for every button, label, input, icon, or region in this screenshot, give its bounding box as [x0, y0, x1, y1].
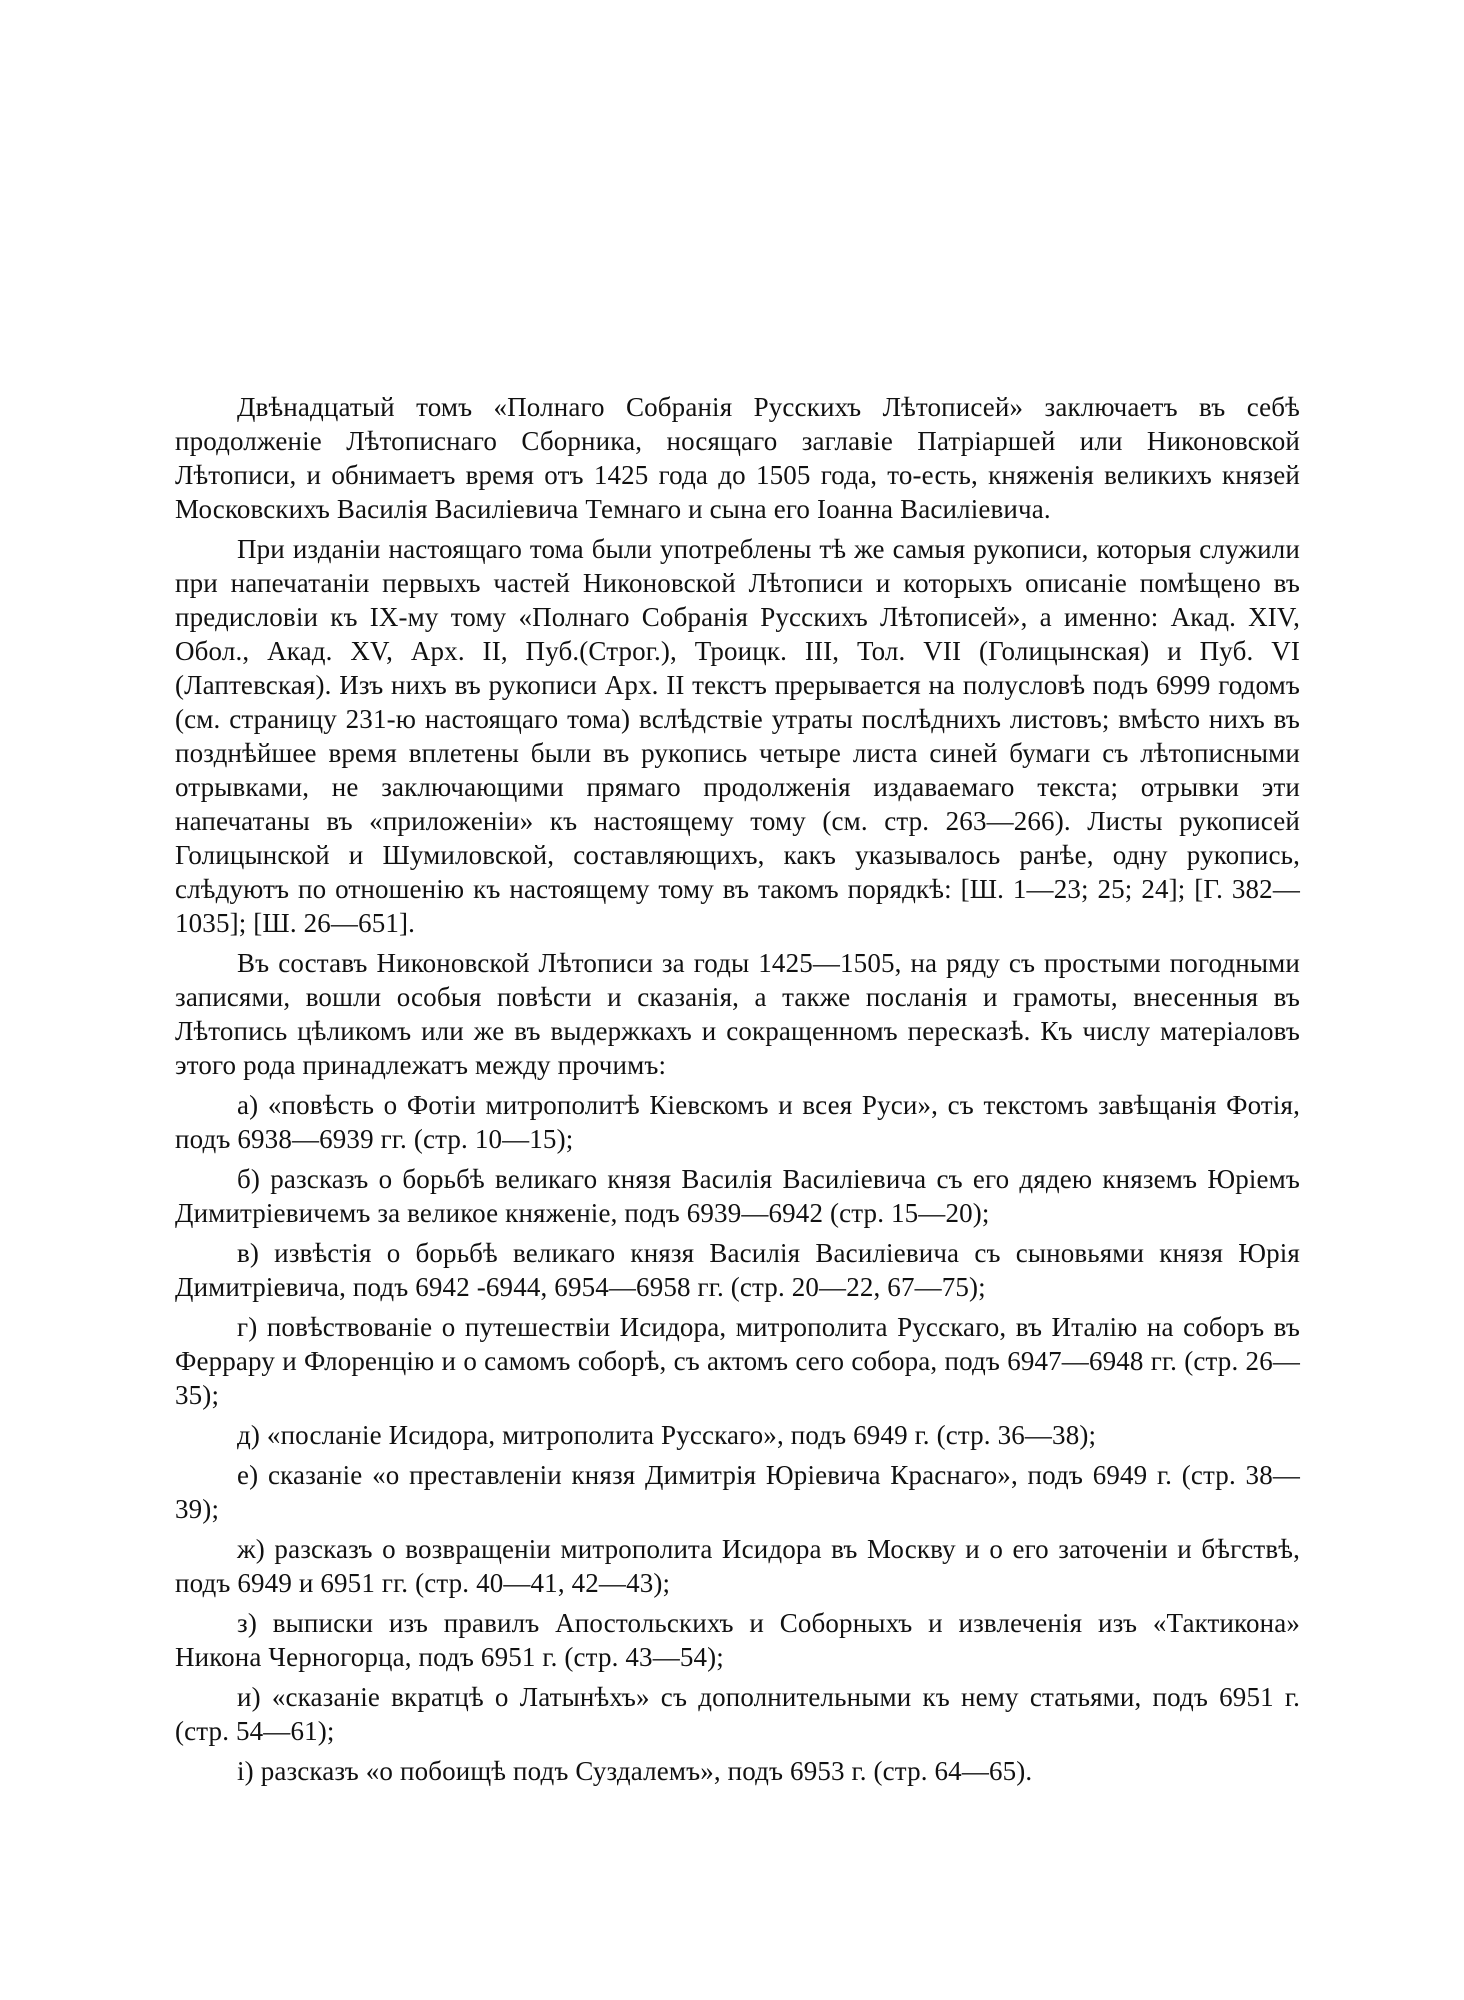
body-text: [175, 390, 1300, 1794]
contents-paragraph: Въ составъ Никоновской Лѣтописи за годы 1425—1505, на ряду съ простыми погодными записями, вошли особыя повѣсти и сказанія, а также посланія и грамоты, внесенныя въ Лѣтопись цѣликомъ или же въ выдержкахъ и сокращенномъ пересказѣ. Къ числу матеріаловъ этого рода принадлежатъ между прочимъ:: [175, 948, 1300, 1080]
list-item: и) «сказаніе вкратцѣ о Латынѣхъ» съ дополнительными къ нему статьями, подъ 6951 г. (стр. 54—61);: [175, 1682, 1300, 1746]
list-item: з) выписки изъ правилъ Апостольскихъ и Соборныхъ и извлеченія изъ «Тактикона» Никона Черногорца, подъ 6951 г. (стр. 43—54);: [175, 1608, 1300, 1672]
list-item: г) повѣствованіе о путешествіи Исидора, митрополита Русскаго, въ Италію на соборъ въ Феррару и Флоренцію и о самомъ соборѣ, съ актомъ сего собора, подъ 6947—6948 гг. (стр. 26—35);: [175, 1312, 1300, 1410]
list-item: в) извѣстія о борьбѣ великаго князя Василія Василіевича съ сыновьями князя Юрія Димитріевича, подъ 6942 -6944, 6954—6958 гг. (стр. 20—22, 67—75);: [175, 1238, 1300, 1302]
list-item: і) разсказъ «о побоищѣ подъ Суздалемъ», подъ 6953 г. (стр. 64—65).: [237, 1756, 1033, 1786]
list-item: а) «повѣсть о Фотіи митрополитѣ Кіевскомъ и всея Руси», съ текстомъ завѣщанія Фотія, подъ 6938—6939 гг. (стр. 10—15);: [175, 1090, 1300, 1154]
list-item: е) сказаніе «о преставленіи князя Димитрія Юріевича Краснаго», подъ 6949 г. (стр. 38—39);: [175, 1460, 1300, 1524]
list-item: д) «посланіе Исидора, митрополита Русскаго», подъ 6949 г. (стр. 36—38);: [237, 1420, 1097, 1450]
list-item: б) разсказъ о борьбѣ великаго князя Василія Василіевича съ его дядею княземъ Юріемъ Димитріевичемъ за великое княженіе, подъ 6939—6942 (стр. 15—20);: [175, 1164, 1300, 1228]
intro-paragraph: Двѣнадцатый томъ «Полнаго Собранія Русскихъ Лѣтописей» заключаетъ въ себѣ продолженіе Лѣтописнаго Сборника, носящаго заглавіе Патріаршей или Никоновской Лѣтописи, и обнимаетъ время отъ 1425 года до 1505 года, то-есть, княженія великихъ князей Московскихъ Василія Василіевича Темнаго и сына его Іоанна Василіевича.: [175, 392, 1300, 524]
manuscripts-paragraph: При изданіи настоящаго тома были употреблены тѣ же самыя рукописи, которыя служили при напечатаніи первыхъ частей Никоновской Лѣтописи и которыхъ описаніе помѣщено въ предисловіи къ IX-му тому «Полнаго Собранія Русскихъ Лѣтописей», а именно: Акад. XIV, Обол., Акад. XV, Арх. II, Пуб.(Строг.), Троицк. III, Тол. VII (Голицынская) и Пуб. VI (Лаптевская). Изъ нихъ въ рукописи Арх. II текстъ прерывается на полусловѣ подъ 6999 годомъ (см. страницу 231-ю настоящаго тома) вслѣдствіе утраты послѣднихъ листовъ; вмѣсто нихъ въ позднѣйшее время вплетены были въ рукопись четыре листа синей бумаги съ лѣтописными отрывками, не заключающими прямаго продолженія издаваемаго текста; отрывки эти напечатаны въ «приложеніи» къ настоящему тому (см. стр. 263—266). Листы рукописей Голицынской и Шумиловской, составляющихъ, какъ указывалось ранѣе, одну рукопись, слѣдуютъ по отношенію къ настоящему тому въ такомъ порядкѣ: [Ш. 1—23; 25; 24]; [Г. 382—1035]; [Ш. 26—651].: [175, 534, 1300, 938]
list-item: ж) разсказъ о возвращеніи митрополита Исидора въ Москву и о его заточеніи и бѣгствѣ, подъ 6949 и 6951 гг. (стр. 40—41, 42—43);: [175, 1534, 1300, 1598]
contents-list: [175, 1088, 1300, 1788]
